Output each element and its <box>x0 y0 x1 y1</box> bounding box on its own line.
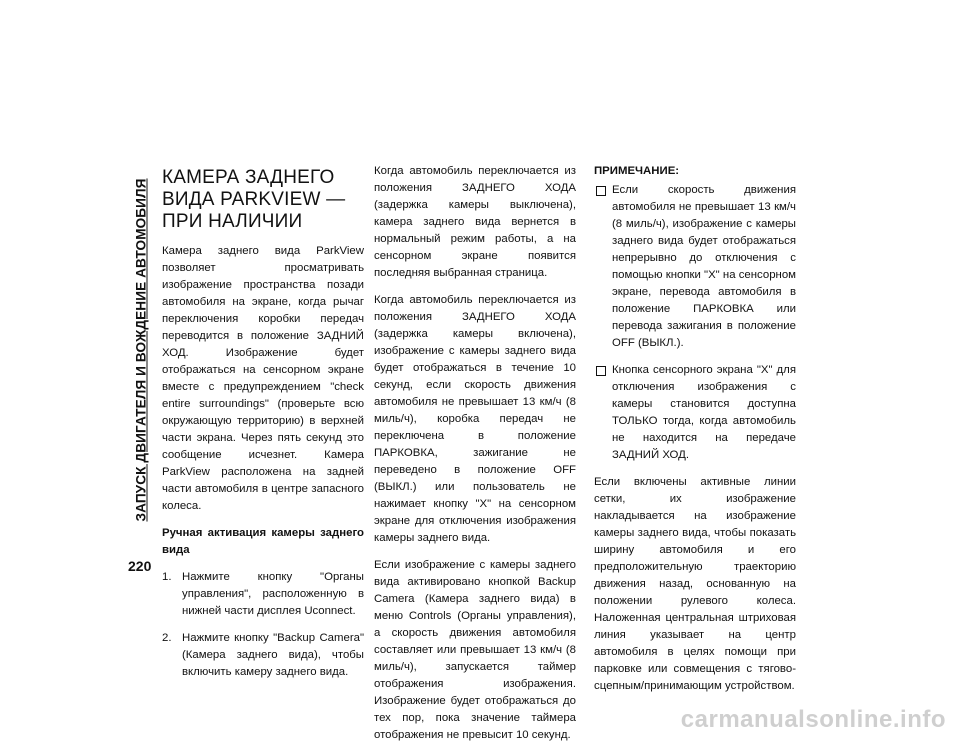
square-bullet-icon <box>596 186 606 196</box>
column-1 <box>162 163 364 691</box>
list-item <box>162 630 364 681</box>
paragraph-intro: Камера заднего вида ParkView позволяет просматривать изображение пространства позади автомобиля на экране, когда рычаг переключения коробки передач переводится в положение ЗАДНИЙ ХОД. Изображение будет отображаться на сенсорном экране вместе с предупреждением "check entire surroundings" (проверьте всю окружающую территорию) в верхней части экрана. Через пять секунд это сообщение исчезнет. Камера ParkView расположена на задней части автомобиля в центре запасного колеса. <box>162 245 364 512</box>
note-label: ПРИМЕЧАНИЕ: <box>594 165 680 177</box>
section-side-tab <box>126 160 156 540</box>
subheading-manual-activation: Ручная активация камеры заднего вида <box>162 527 364 556</box>
watermark: carmanualsonline.info <box>680 706 946 733</box>
paragraph: Когда автомобиль переключается из положения ЗАДНЕГО ХОДА (задержка камеры выключена), камера заднего вида вернется в нормальный режим работы, а на сенсорном экране появится последняя выбранная страница. <box>374 165 576 279</box>
bullet-item <box>594 362 796 464</box>
list-item-text: Нажмите кнопку "Органы управления", расположенную в нижней части дисплея Uconnect. <box>182 571 364 617</box>
paragraph: Если изображение с камеры заднего вида активировано кнопкой Backup Camera (Камера заднего вида) в меню Controls (Органы управления), а скорость движения автомобиля составляет или превышает 13 км/ч (8 миль/ч), запускается таймер отображения изображения. Изображение будет отображаться до тех пор, пока значение таймера отображения не превысит 10 секунд. <box>374 559 576 741</box>
list-item <box>162 569 364 620</box>
column-2 <box>374 163 576 754</box>
bullet-item <box>594 182 796 352</box>
list-item-number: 1. <box>162 571 172 583</box>
section-side-tab-label: ЗАПУСК ДВИГАТЕЛЯ И ВОЖДЕНИЕ АВТОМОБИЛЯ <box>133 178 149 522</box>
list-item-number: 2. <box>162 632 172 644</box>
bullet-text: Если скорость движения автомобиля не превышает 13 км/ч (8 миль/ч), изображение с камеры заднего вида будет отображаться непрерывно до отключения с помощью кнопки "X" на сенсорном экране, перевода автомобиля в положение ПАРКОВКА или перевода зажигания в положение OFF (ВЫКЛ.). <box>612 184 796 349</box>
paragraph: Если включены активные линии сетки, их изображение накладывается на изображение камеры заднего вида, чтобы показать ширину автомобиля и его предположительную траекторию движения назад, основанную на положении рулевого колеса. Наложенная центральная штриховая линия указывает на центр автомобиля в целях помощи при парковке или совмещения с тягово-сцепным/принимающим устройством. <box>594 476 796 692</box>
column-3 <box>594 163 796 705</box>
list-item-text: Нажмите кнопку "Backup Camera" (Камера заднего вида), чтобы включить камеру заднего вида. <box>182 632 364 678</box>
bullet-text: Кнопка сенсорного экрана "X" для отключения изображения с камеры становится доступна ТОЛЬКО тогда, когда автомобиль не находится на передаче ЗАДНИЙ ХОД. <box>612 364 796 461</box>
square-bullet-icon <box>596 366 606 376</box>
page-number: 220 <box>128 558 152 574</box>
section-heading: КАМЕРА ЗАДНЕГО ВИДА PARKVIEW — ПРИ НАЛИЧИИ <box>162 167 346 232</box>
paragraph: Когда автомобиль переключается из положения ЗАДНЕГО ХОДА (задержка камеры включена), изображение с камеры заднего вида будет отображаться в течение 10 секунд, если скорость движения автомобиля не превышает 13 км/ч (8 миль/ч), коробка передач не переключена в положение ПАРКОВКА, зажигание не переведено в положение OFF (ВЫКЛ.) или пользователь не нажимает кнопку "X" на сенсорном экране для отключения изображения камеры заднего вида. <box>374 294 576 544</box>
